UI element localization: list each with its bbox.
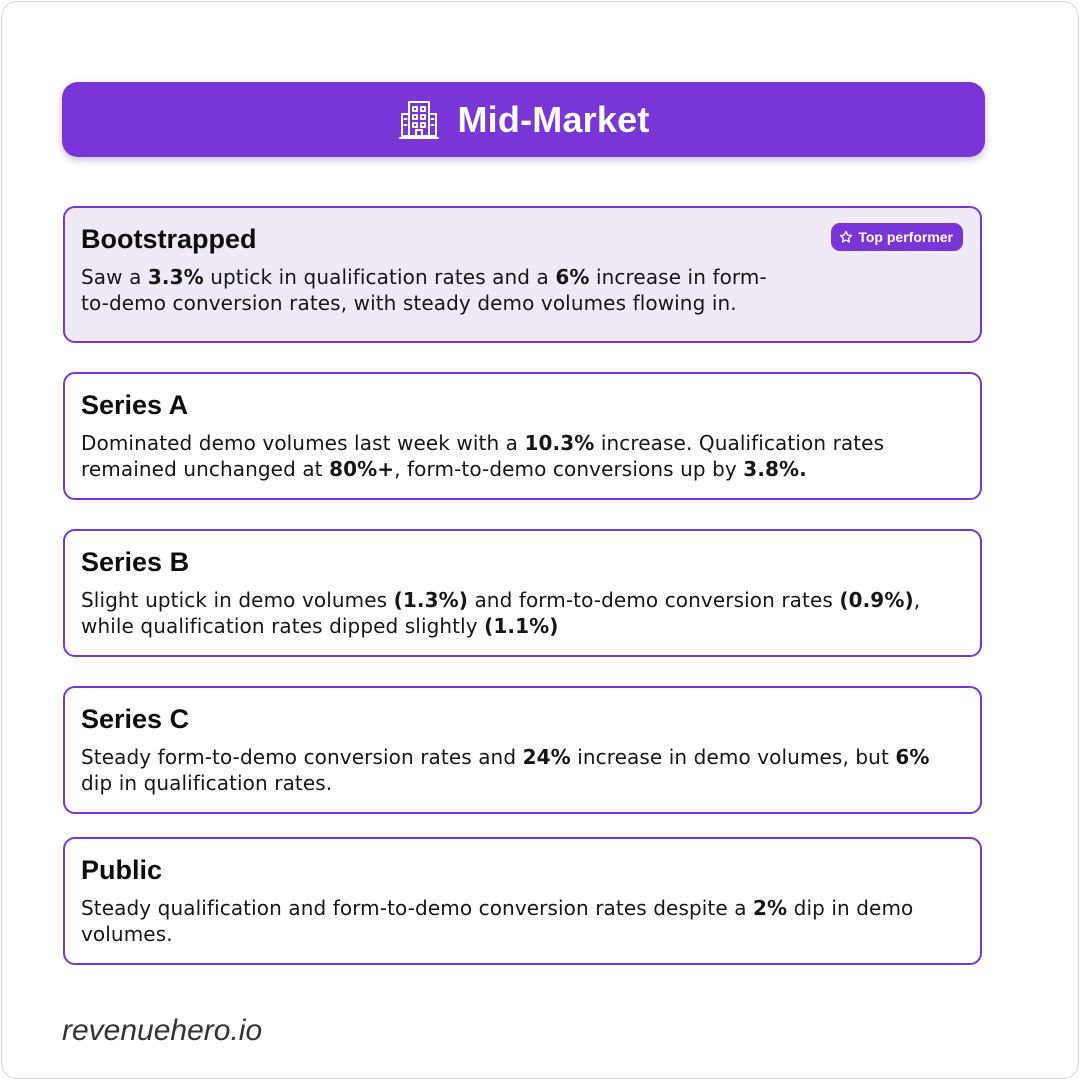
segment-card-series-c bbox=[63, 686, 982, 814]
card-title: Series B bbox=[81, 547, 190, 577]
card-description: Saw a 3.3% uptick in qualification rates and a 6% increase in form- to-demo conversion rates, with steady demo volumes flowing in. bbox=[81, 265, 767, 315]
star-icon bbox=[839, 230, 853, 244]
brand-footer: revenuehero.io bbox=[62, 1014, 263, 1047]
segment-card-bootstrapped bbox=[63, 206, 982, 343]
card-description: Slight uptick in demo volumes (1.3%) and form-to-demo conversion rates (0.9%), while qualification rates dipped slightly (1.1%) bbox=[81, 588, 921, 638]
post-frame bbox=[1, 1, 1079, 1079]
segment-header bbox=[62, 82, 985, 157]
building-icon bbox=[397, 98, 441, 142]
top-performer-badge bbox=[831, 223, 963, 251]
card-description: Steady form-to-demo conversion rates and 24% increase in demo volumes, but 6% dip in qualification rates. bbox=[81, 745, 930, 795]
segment-card-public bbox=[63, 837, 982, 965]
card-title: Bootstrapped bbox=[81, 224, 257, 254]
card-title: Public bbox=[81, 855, 163, 885]
segment-card-series-a bbox=[63, 372, 982, 500]
segment-card-series-b bbox=[63, 529, 982, 657]
card-title: Series C bbox=[81, 704, 190, 734]
card-description: Steady qualification and form-to-demo conversion rates despite a 2% dip in demo volumes. bbox=[81, 896, 914, 946]
badge-label: Top performer bbox=[858, 229, 953, 245]
card-description: Dominated demo volumes last week with a 10.3% increase. Qualification rates remained unchanged at 80%+, form-to-demo conversions up by 3.8%. bbox=[81, 431, 885, 481]
card-title: Series A bbox=[81, 390, 189, 420]
page-title: Mid-Market bbox=[457, 98, 650, 140]
